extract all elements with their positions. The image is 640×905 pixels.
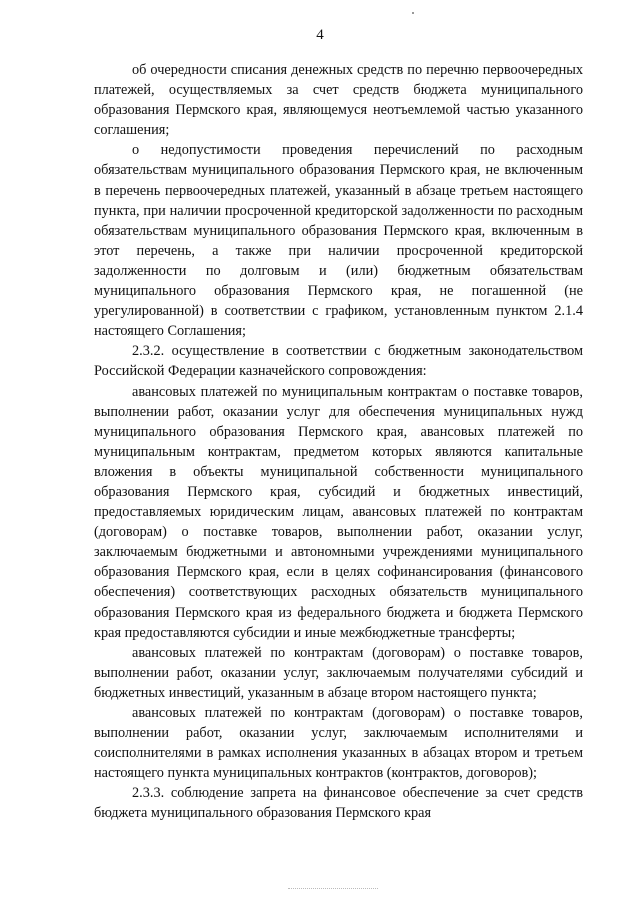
scan-speck: [412, 12, 414, 14]
scan-artifact: [288, 888, 378, 890]
paragraph-3: 2.3.2. осуществление в соответствии с бюджетным законодательством Российской Федерации казначейского сопровождения:: [94, 343, 583, 380]
paragraph-5: авансовых платежей по контрактам (договорам) о поставке товаров, выполнении работ, оказании услуг, заключаемым получателями субсидий и бюджетных инвестиций, указанным в абзаце втором настоящего пункта;: [94, 644, 583, 701]
paragraph-2: о недопустимости проведения перечислений по расходным обязательствам муниципального образования Пермского края, не включенным в перечень первоочередных платежей, указанный в абзаце третьем настоящего пункта, при наличии просроченной кредиторской задолженности по расходным обязательствам муниципального образования Пермского края, включенным в этот перечень, а также при наличии просроченной кредиторской задолженности по долговым и (или) бюджетным обязательствам муниципального образования Пермского края, не погашенной (не урегулированной) в соответствии с графиком, установленным пунктом 2.1.4 настоящего Соглашения;: [94, 142, 583, 340]
page-number: 4: [316, 27, 324, 43]
paragraph-6: авансовых платежей по контрактам (договорам) о поставке товаров, выполнении работ, оказании услуг, заключаемым исполнителями и соисполнителями в рамках исполнения указанных в абзацах втором и третьем настоящего пункта муниципальных контрактов (контрактов, договоров);: [94, 705, 583, 782]
paragraph-1: об очередности списания денежных средств по перечню первоочередных платежей, осуществляемых за счет средств бюджета муниципального образования Пермского края, являющемуся неотъемлемой частью указанного соглашения;: [94, 62, 583, 139]
document-body: [94, 60, 583, 824]
paragraph-7: 2.3.3. соблюдение запрета на финансовое обеспечение за счет средств бюджета муниципального образования Пермского края: [94, 785, 583, 822]
paragraph-4: авансовых платежей по муниципальным контрактам о поставке товаров, выполнении работ, оказании услуг для обеспечения муниципальных нужд муниципального образования Пермского края, авансовых платежей по муниципальным контрактам, предметом которых являются капитальные вложения в объекты муниципальной собственности муниципального образования Пермского края, субсидий и бюджетных инвестиций, предоставляемых юридическим лицам, авансовых платежей по контрактам (договорам) о поставке товаров, выполнении работ, оказании услуг, заключаемым бюджетными и автономными учреждениями муниципального образования Пермского края, если в целях софинансирования (финансового обеспечения) соответствующих расходных обязательств муниципального образования Пермского края из федерального бюджета и бюджета Пермского края предоставляются субсидии и иные межбюджетные трансферты;: [94, 383, 583, 641]
